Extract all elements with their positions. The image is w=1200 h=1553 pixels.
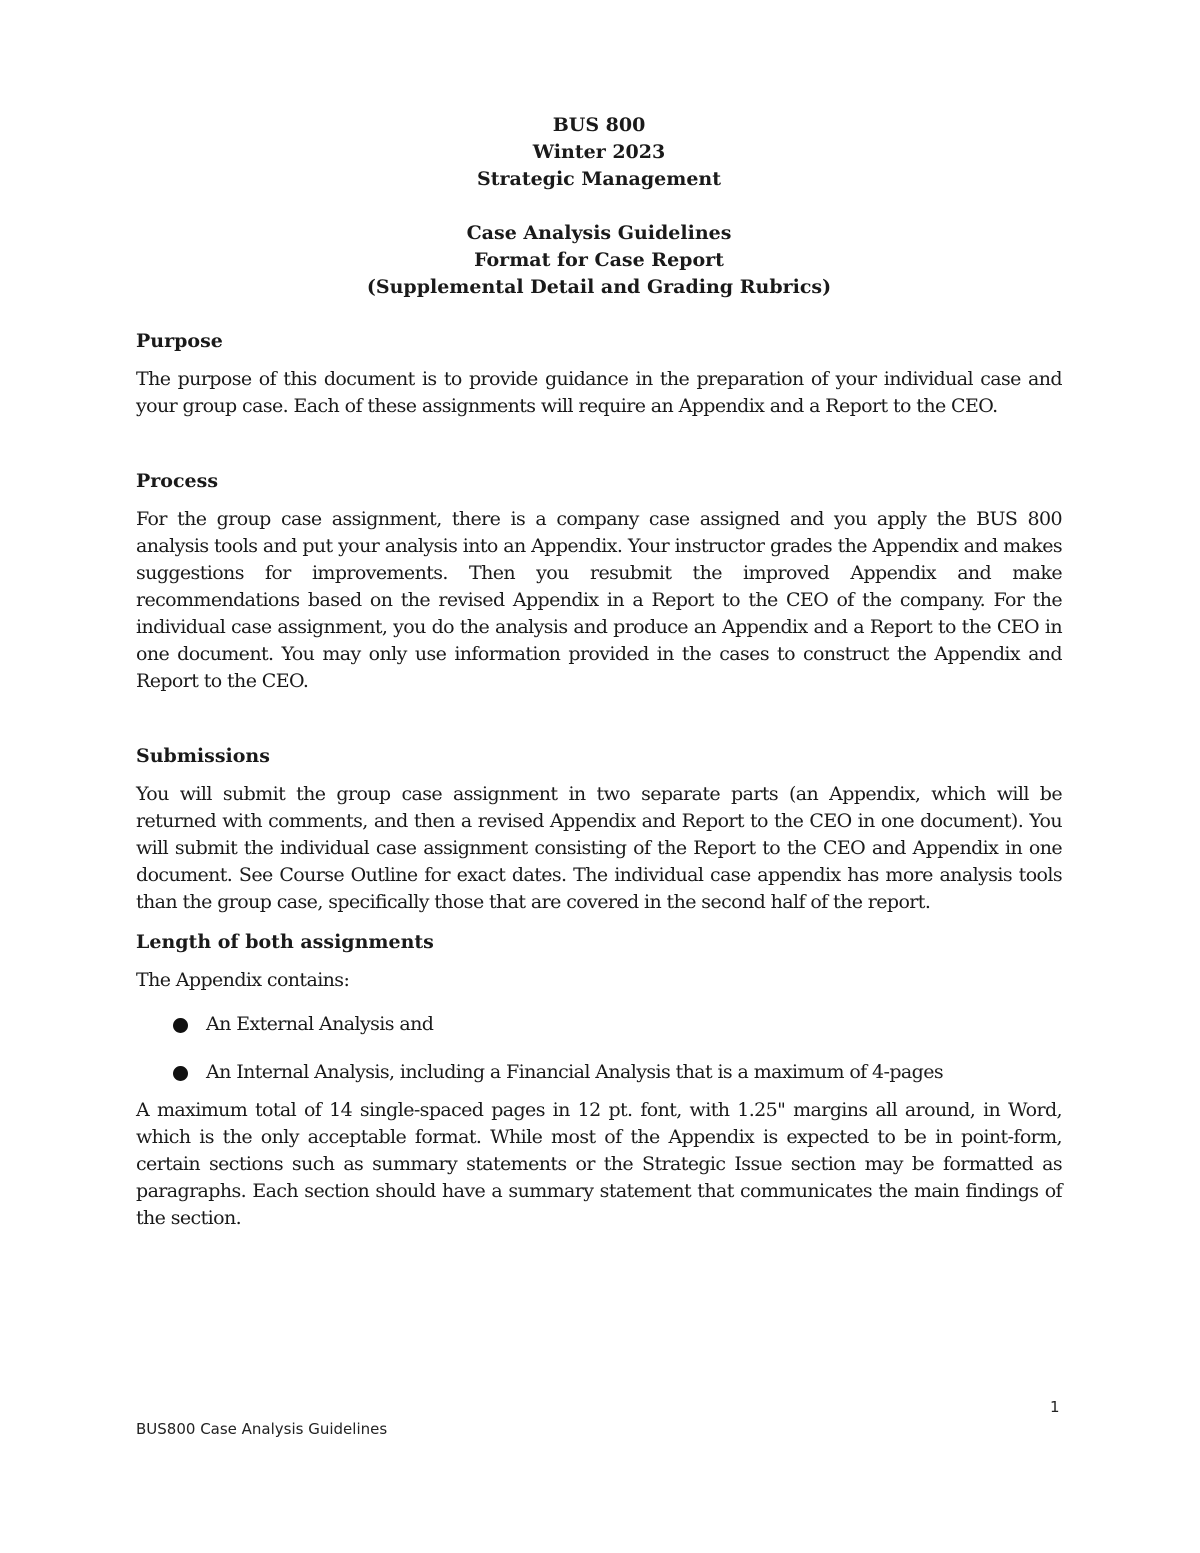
course-subject: Strategic Management [477, 168, 721, 190]
document-body [136, 112, 1062, 1232]
course-term: Winter 2023 [532, 141, 666, 163]
page-footer: BUS800 Case Analysis Guidelines [136, 1420, 388, 1438]
list-item [136, 1011, 1062, 1038]
list-item [136, 1059, 1062, 1086]
bullet-icon [173, 1018, 188, 1033]
purpose-heading: Purpose [136, 330, 223, 352]
submissions-heading: Submissions [136, 745, 270, 767]
course-code: BUS 800 [552, 114, 646, 136]
document-title: Case Analysis Guidelines [466, 222, 732, 244]
appendix-contents-list [136, 1011, 1062, 1086]
length-intro: The Appendix contains: [136, 969, 350, 991]
purpose-paragraph: The purpose of this document is to provide guidance in the preparation of your individual case and your group case. Each of these assignments will require an Appendix and a Report to the CEO. [136, 368, 1062, 417]
document-subtitle: Format for Case Report [474, 249, 724, 271]
process-paragraph: For the group case assignment, there is a company case assigned and you apply the BUS 800 analysis tools and put your analysis into an Appendix. Your instructor grades the Appendix and makes suggestions for improvements. Then you resubmit the improved Appendix and make recommendations based on the revised Appendix in a Report to the CEO of the company. For the individual case assignment, you do the analysis and produce an Appendix and a Report to the CEO in one document. You may only use information provided in the cases to construct the Appendix and Report to the CEO. [136, 508, 1062, 692]
bullet-icon [173, 1066, 188, 1081]
title-block [136, 112, 1062, 301]
page-number: 1 [1050, 1398, 1060, 1416]
document-note: (Supplemental Detail and Grading Rubrics) [366, 276, 832, 298]
length-heading: Length of both assignments [136, 931, 434, 953]
submissions-paragraph: You will submit the group case assignment in two separate parts (an Appendix, which will be returned with comments, and then a revised Appendix and Report to the CEO in one document). You will submit the individual case assignment consisting of the Report to the CEO and Appendix in one document. See Course Outline for exact dates. The individual case appendix has more analysis tools than the group case, specifically those that are covered in the second half of the report. [136, 783, 1062, 913]
list-item-text: An External Analysis and [206, 1013, 434, 1035]
process-heading: Process [136, 470, 219, 492]
list-item-text: An Internal Analysis, including a Financial Analysis that is a maximum of 4-pages [206, 1061, 944, 1083]
length-paragraph: A maximum total of 14 single-spaced pages in 12 pt. font, with 1.25" margins all around, in Word, which is the only acceptable format. While most of the Appendix is expected to be in point-form, certain sections such as summary statements or the Strategic Issue section may be formatted as paragraphs. Each section should have a summary statement that communicates the main findings of the section. [136, 1099, 1062, 1229]
